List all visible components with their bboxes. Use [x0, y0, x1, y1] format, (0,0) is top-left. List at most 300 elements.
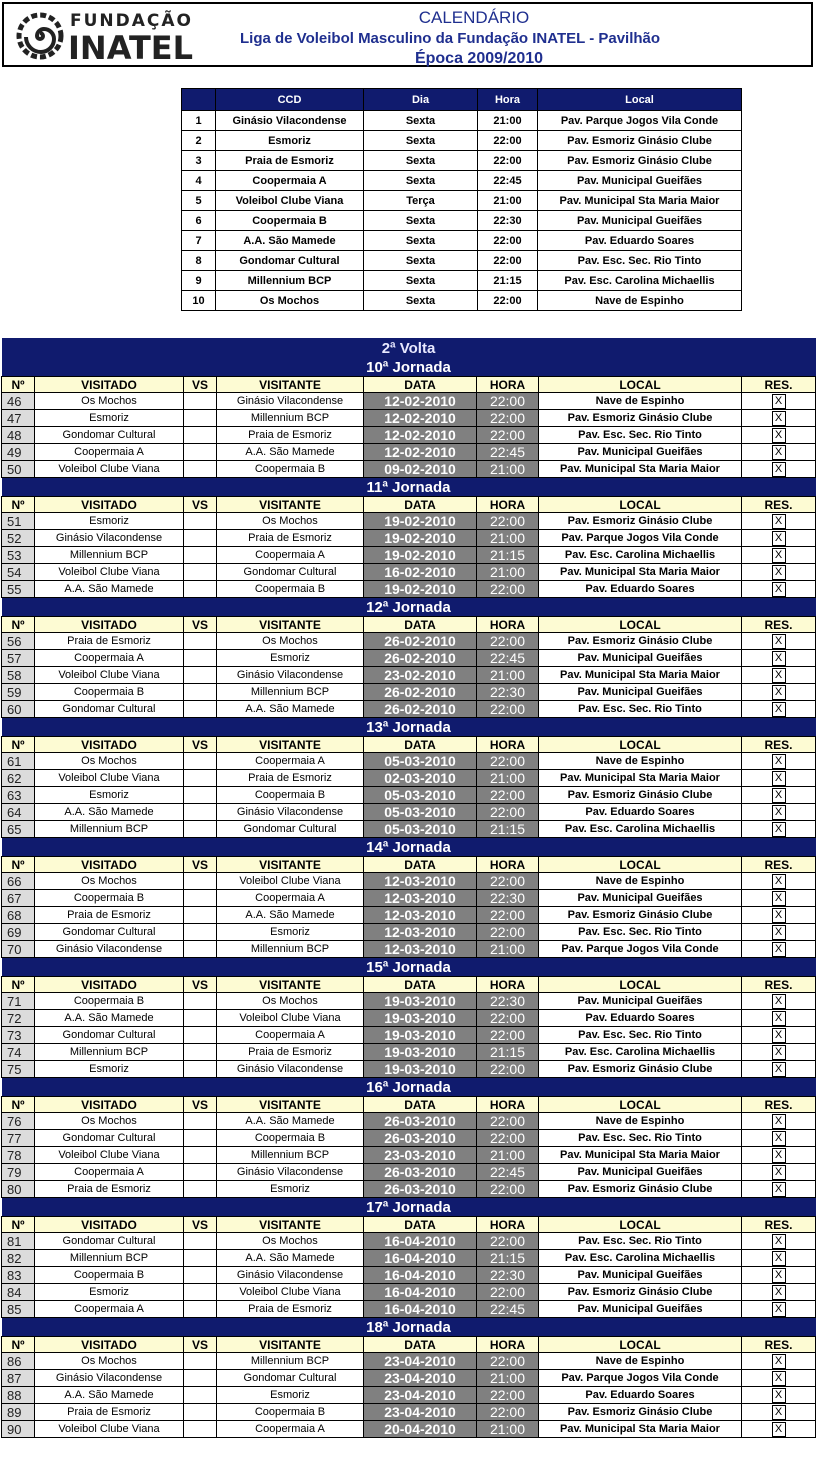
- home-team: Coopermaia B: [35, 890, 184, 907]
- inatel-logo: [12, 7, 202, 67]
- game-number: 79: [2, 1164, 35, 1181]
- away-team: Coopermaia A: [217, 890, 364, 907]
- ccd-header-row: [182, 89, 742, 111]
- home-team: Coopermaia B: [35, 1267, 184, 1284]
- game-time: 22:00: [477, 753, 539, 770]
- column-header: VISITADO: [35, 737, 184, 753]
- game-venue: Pav. Municipal Gueifães: [539, 1301, 742, 1318]
- ccd-cell: Pav. Municipal Gueifães: [538, 171, 742, 191]
- ccd-cell: 22:00: [478, 251, 538, 271]
- game-date: 19-02-2010: [364, 547, 477, 564]
- game-number: 84: [2, 1284, 35, 1301]
- game-number: 62: [2, 770, 35, 787]
- result-cell: [742, 547, 816, 564]
- game-row: [2, 907, 816, 924]
- game-date: 23-04-2010: [364, 1387, 477, 1404]
- away-team: Praia de Esmoriz: [217, 1044, 364, 1061]
- result-mark: X: [772, 1354, 786, 1369]
- vs-cell: [184, 924, 217, 941]
- game-row: [2, 1113, 816, 1130]
- result-mark: X: [772, 462, 786, 477]
- column-header-row: [2, 1337, 816, 1353]
- result-cell: [742, 1130, 816, 1147]
- game-date: 16-02-2010: [364, 564, 477, 581]
- game-time: 22:00: [477, 1233, 539, 1250]
- game-number: 54: [2, 564, 35, 581]
- game-venue: Pav. Municipal Gueifães: [539, 890, 742, 907]
- game-row: [2, 1027, 816, 1044]
- volta-row: [2, 338, 816, 358]
- vs-cell: [184, 804, 217, 821]
- game-time: 22:00: [477, 1387, 539, 1404]
- game-time: 22:00: [477, 1130, 539, 1147]
- game-row: [2, 667, 816, 684]
- away-team: Gondomar Cultural: [217, 564, 364, 581]
- game-venue: Nave de Espinho: [539, 873, 742, 890]
- ccd-cell: Pav. Municipal Sta Maria Maior: [538, 191, 742, 211]
- result-mark: X: [772, 514, 786, 529]
- vs-cell: [184, 1147, 217, 1164]
- game-time: 22:00: [477, 1027, 539, 1044]
- game-number: 56: [2, 633, 35, 650]
- game-time: 22:00: [477, 427, 539, 444]
- game-date: 12-03-2010: [364, 873, 477, 890]
- column-header: VISITANTE: [217, 1217, 364, 1233]
- home-team: Millennium BCP: [35, 821, 184, 838]
- home-team: Voleibol Clube Viana: [35, 770, 184, 787]
- column-header: HORA: [477, 977, 539, 993]
- result-cell: [742, 1387, 816, 1404]
- volta-title: 2ª Volta: [2, 338, 816, 358]
- away-team: Coopermaia A: [217, 1421, 364, 1438]
- result-mark: X: [772, 822, 786, 837]
- column-header: VS: [184, 1097, 217, 1113]
- vs-cell: [184, 787, 217, 804]
- column-header: VISITANTE: [217, 977, 364, 993]
- vs-cell: [184, 941, 217, 958]
- ccd-cell: Praia de Esmoriz: [216, 151, 364, 171]
- game-number: 76: [2, 1113, 35, 1130]
- result-cell: [742, 393, 816, 410]
- game-number: 74: [2, 1044, 35, 1061]
- game-number: 50: [2, 461, 35, 478]
- game-venue: Pav. Municipal Sta Maria Maior: [539, 1421, 742, 1438]
- game-date: 26-02-2010: [364, 633, 477, 650]
- away-team: Praia de Esmoriz: [217, 427, 364, 444]
- away-team: Millennium BCP: [217, 410, 364, 427]
- ccd-row: [182, 271, 742, 291]
- game-time: 22:00: [477, 1181, 539, 1198]
- game-row: [2, 1421, 816, 1438]
- game-time: 22:00: [477, 924, 539, 941]
- away-team: Millennium BCP: [217, 684, 364, 701]
- ccd-cell: Sexta: [364, 291, 478, 311]
- home-team: Millennium BCP: [35, 547, 184, 564]
- vs-cell: [184, 461, 217, 478]
- game-row: [2, 1404, 816, 1421]
- game-venue: Pav. Municipal Gueifães: [539, 650, 742, 667]
- game-row: [2, 993, 816, 1010]
- ccd-cell: 5: [182, 191, 216, 211]
- result-mark: X: [772, 1302, 786, 1317]
- game-venue: Pav. Esmoriz Ginásio Clube: [539, 633, 742, 650]
- column-header: Nº: [2, 737, 35, 753]
- column-header: HORA: [477, 857, 539, 873]
- game-row: [2, 821, 816, 838]
- result-mark: X: [772, 994, 786, 1009]
- game-row: [2, 1284, 816, 1301]
- game-row: [2, 1301, 816, 1318]
- away-team: Coopermaia A: [217, 753, 364, 770]
- away-team: Coopermaia A: [217, 1027, 364, 1044]
- home-team: Millennium BCP: [35, 1044, 184, 1061]
- game-row: [2, 770, 816, 787]
- result-mark: X: [772, 1062, 786, 1077]
- away-team: Coopermaia B: [217, 461, 364, 478]
- game-venue: Pav. Esc. Sec. Rio Tinto: [539, 1233, 742, 1250]
- game-venue: Pav. Esmoriz Ginásio Clube: [539, 1284, 742, 1301]
- game-date: 20-04-2010: [364, 1421, 477, 1438]
- game-time: 21:00: [477, 530, 539, 547]
- column-header: Nº: [2, 617, 35, 633]
- game-number: 63: [2, 787, 35, 804]
- column-header: VISITANTE: [217, 617, 364, 633]
- vs-cell: [184, 633, 217, 650]
- column-header: LOCAL: [539, 377, 742, 393]
- ccd-cell: Sexta: [364, 211, 478, 231]
- vs-cell: [184, 1010, 217, 1027]
- game-row: [2, 1267, 816, 1284]
- game-row: [2, 1044, 816, 1061]
- game-number: 78: [2, 1147, 35, 1164]
- vs-cell: [184, 1061, 217, 1078]
- home-team: Voleibol Clube Viana: [35, 667, 184, 684]
- game-row: [2, 1353, 816, 1370]
- vs-cell: [184, 650, 217, 667]
- ccd-cell: Os Mochos: [216, 291, 364, 311]
- vs-cell: [184, 1181, 217, 1198]
- result-mark: X: [772, 891, 786, 906]
- game-venue: Pav. Esmoriz Ginásio Clube: [539, 1404, 742, 1421]
- result-cell: [742, 1147, 816, 1164]
- column-header: LOCAL: [539, 497, 742, 513]
- column-header: HORA: [477, 497, 539, 513]
- column-header: DATA: [364, 1217, 477, 1233]
- result-cell: [742, 633, 816, 650]
- game-time: 21:15: [477, 1250, 539, 1267]
- game-date: 16-04-2010: [364, 1284, 477, 1301]
- spiral-logo-icon: [14, 10, 66, 62]
- game-venue: Pav. Esmoriz Ginásio Clube: [539, 1061, 742, 1078]
- away-team: Esmoriz: [217, 1387, 364, 1404]
- game-time: 21:00: [477, 461, 539, 478]
- result-mark: X: [772, 1148, 786, 1163]
- game-number: 49: [2, 444, 35, 461]
- game-number: 58: [2, 667, 35, 684]
- away-team: Gondomar Cultural: [217, 1370, 364, 1387]
- vs-cell: [184, 1421, 217, 1438]
- home-team: Coopermaia B: [35, 993, 184, 1010]
- game-row: [2, 701, 816, 718]
- home-team: Praia de Esmoriz: [35, 633, 184, 650]
- jornada-title: 10ª Jornada: [2, 358, 816, 377]
- ccd-cell: Terça: [364, 191, 478, 211]
- game-time: 22:00: [477, 513, 539, 530]
- ccd-cell: Pav. Municipal Gueifães: [538, 211, 742, 231]
- home-team: Gondomar Cultural: [35, 427, 184, 444]
- home-team: Esmoriz: [35, 1284, 184, 1301]
- game-venue: Pav. Esc. Carolina Michaellis: [539, 821, 742, 838]
- game-date: 16-04-2010: [364, 1301, 477, 1318]
- away-team: Voleibol Clube Viana: [217, 873, 364, 890]
- result-mark: X: [772, 428, 786, 443]
- game-number: 51: [2, 513, 35, 530]
- ccd-table: [181, 88, 742, 311]
- game-row: [2, 410, 816, 427]
- game-time: 22:00: [477, 1113, 539, 1130]
- home-team: Voleibol Clube Viana: [35, 1421, 184, 1438]
- result-mark: X: [772, 1234, 786, 1249]
- column-header: VISITADO: [35, 857, 184, 873]
- game-venue: Pav. Municipal Gueifães: [539, 993, 742, 1010]
- result-cell: [742, 1421, 816, 1438]
- game-venue: Pav. Esc. Carolina Michaellis: [539, 1044, 742, 1061]
- away-team: Esmoriz: [217, 924, 364, 941]
- column-header: VISITADO: [35, 1337, 184, 1353]
- game-date: 12-03-2010: [364, 924, 477, 941]
- result-mark: X: [772, 565, 786, 580]
- game-date: 19-03-2010: [364, 1061, 477, 1078]
- game-venue: Pav. Esc. Carolina Michaellis: [539, 1250, 742, 1267]
- game-time: 21:15: [477, 547, 539, 564]
- column-header: VISITADO: [35, 1097, 184, 1113]
- away-team: Coopermaia B: [217, 1404, 364, 1421]
- game-row: [2, 1233, 816, 1250]
- home-team: Coopermaia A: [35, 650, 184, 667]
- game-date: 02-03-2010: [364, 770, 477, 787]
- game-date: 05-03-2010: [364, 804, 477, 821]
- game-venue: Pav. Parque Jogos Vila Conde: [539, 530, 742, 547]
- game-number: 87: [2, 1370, 35, 1387]
- result-cell: [742, 804, 816, 821]
- game-venue: Pav. Esmoriz Ginásio Clube: [539, 907, 742, 924]
- column-header: VISITADO: [35, 1217, 184, 1233]
- ccd-cell: 10: [182, 291, 216, 311]
- game-date: 16-04-2010: [364, 1267, 477, 1284]
- home-team: Gondomar Cultural: [35, 924, 184, 941]
- game-row: [2, 1010, 816, 1027]
- column-header-row: [2, 1217, 816, 1233]
- game-date: 05-03-2010: [364, 821, 477, 838]
- home-team: A.A. São Mamede: [35, 1010, 184, 1027]
- game-row: [2, 924, 816, 941]
- vs-cell: [184, 821, 217, 838]
- ccd-cell: 21:00: [478, 191, 538, 211]
- game-number: 86: [2, 1353, 35, 1370]
- game-date: 12-02-2010: [364, 444, 477, 461]
- result-mark: X: [772, 942, 786, 957]
- game-date: 26-03-2010: [364, 1181, 477, 1198]
- ccd-row: [182, 231, 742, 251]
- result-mark: X: [772, 805, 786, 820]
- game-time: 22:30: [477, 993, 539, 1010]
- result-cell: [742, 581, 816, 598]
- game-row: [2, 427, 816, 444]
- column-header: DATA: [364, 737, 477, 753]
- game-number: 55: [2, 581, 35, 598]
- column-header-row: [2, 977, 816, 993]
- page-title: CALENDÁRIO: [418, 8, 530, 27]
- result-mark: X: [772, 771, 786, 786]
- ccd-cell: Pav. Esmoriz Ginásio Clube: [538, 151, 742, 171]
- game-row: [2, 753, 816, 770]
- home-team: Coopermaia A: [35, 1164, 184, 1181]
- game-number: 61: [2, 753, 35, 770]
- ccd-cell: Coopermaia A: [216, 171, 364, 191]
- ccd-cell: 22:00: [478, 291, 538, 311]
- result-cell: [742, 667, 816, 684]
- game-date: 26-03-2010: [364, 1113, 477, 1130]
- column-header: LOCAL: [539, 1097, 742, 1113]
- away-team: Voleibol Clube Viana: [217, 1010, 364, 1027]
- column-header: VISITADO: [35, 617, 184, 633]
- ccd-row: [182, 251, 742, 271]
- column-header: VISITANTE: [217, 377, 364, 393]
- ccd-cell: 2: [182, 131, 216, 151]
- game-number: 73: [2, 1027, 35, 1044]
- column-header: HORA: [477, 1337, 539, 1353]
- home-team: Os Mochos: [35, 873, 184, 890]
- game-date: 26-02-2010: [364, 684, 477, 701]
- ccd-cell: Nave de Espinho: [538, 291, 742, 311]
- vs-cell: [184, 873, 217, 890]
- vs-cell: [184, 1267, 217, 1284]
- home-team: Os Mochos: [35, 1353, 184, 1370]
- game-venue: Nave de Espinho: [539, 753, 742, 770]
- game-time: 22:45: [477, 650, 539, 667]
- away-team: Coopermaia A: [217, 547, 364, 564]
- result-cell: [742, 427, 816, 444]
- game-number: 68: [2, 907, 35, 924]
- game-row: [2, 1181, 816, 1198]
- away-team: Coopermaia B: [217, 581, 364, 598]
- result-mark: X: [772, 1285, 786, 1300]
- game-time: 22:00: [477, 873, 539, 890]
- ccd-row: [182, 211, 742, 231]
- game-venue: Pav. Esc. Sec. Rio Tinto: [539, 701, 742, 718]
- game-date: 05-03-2010: [364, 787, 477, 804]
- game-venue: Pav. Eduardo Soares: [539, 581, 742, 598]
- vs-cell: [184, 701, 217, 718]
- away-team: Ginásio Vilacondense: [217, 1164, 364, 1181]
- ccd-cell: Pav. Parque Jogos Vila Conde: [538, 111, 742, 131]
- game-time: 22:00: [477, 1404, 539, 1421]
- result-mark: X: [772, 925, 786, 940]
- ccd-cell: Coopermaia B: [216, 211, 364, 231]
- away-team: Os Mochos: [217, 633, 364, 650]
- home-team: Praia de Esmoriz: [35, 1181, 184, 1198]
- home-team: Praia de Esmoriz: [35, 907, 184, 924]
- column-header: VS: [184, 377, 217, 393]
- game-venue: Pav. Municipal Gueifães: [539, 684, 742, 701]
- away-team: Esmoriz: [217, 1181, 364, 1198]
- away-team: Millennium BCP: [217, 941, 364, 958]
- result-mark: X: [772, 1371, 786, 1386]
- game-venue: Pav. Municipal Sta Maria Maior: [539, 1147, 742, 1164]
- result-cell: [742, 890, 816, 907]
- game-row: [2, 941, 816, 958]
- game-row: [2, 1147, 816, 1164]
- game-date: 12-03-2010: [364, 941, 477, 958]
- game-date: 19-03-2010: [364, 993, 477, 1010]
- away-team: Ginásio Vilacondense: [217, 1061, 364, 1078]
- game-number: 69: [2, 924, 35, 941]
- game-date: 26-03-2010: [364, 1130, 477, 1147]
- vs-cell: [184, 547, 217, 564]
- column-header: VS: [184, 737, 217, 753]
- column-header: DATA: [364, 1097, 477, 1113]
- result-mark: X: [772, 908, 786, 923]
- away-team: Ginásio Vilacondense: [217, 804, 364, 821]
- column-header: HORA: [477, 737, 539, 753]
- column-header: LOCAL: [539, 617, 742, 633]
- game-venue: Pav. Esmoriz Ginásio Clube: [539, 787, 742, 804]
- game-venue: Pav. Municipal Sta Maria Maior: [539, 667, 742, 684]
- game-row: [2, 581, 816, 598]
- jornada-title-row: [2, 1318, 816, 1337]
- ccd-cell: Sexta: [364, 131, 478, 151]
- vs-cell: [184, 1164, 217, 1181]
- home-team: Voleibol Clube Viana: [35, 461, 184, 478]
- result-cell: [742, 787, 816, 804]
- result-cell: [742, 1164, 816, 1181]
- result-mark: X: [772, 702, 786, 717]
- page-subtitle: Liga de Voleibol Masculino da Fundação INATEL - Pavilhão: [240, 30, 661, 47]
- ccd-row: [182, 131, 742, 151]
- home-team: Coopermaia A: [35, 1301, 184, 1318]
- ccd-header-cell: Dia: [364, 89, 478, 111]
- result-mark: X: [772, 668, 786, 683]
- game-time: 22:00: [477, 410, 539, 427]
- schedule-table: [1, 338, 816, 1438]
- home-team: Ginásio Vilacondense: [35, 1370, 184, 1387]
- result-cell: [742, 907, 816, 924]
- ccd-cell: Pav. Esc. Carolina Michaellis: [538, 271, 742, 291]
- game-time: 21:00: [477, 564, 539, 581]
- game-date: 12-03-2010: [364, 907, 477, 924]
- game-time: 21:15: [477, 821, 539, 838]
- vs-cell: [184, 770, 217, 787]
- jornada-title: 14ª Jornada: [2, 838, 816, 857]
- column-header-row: [2, 377, 816, 393]
- ccd-cell: Pav. Eduardo Soares: [538, 231, 742, 251]
- away-team: Millennium BCP: [217, 1353, 364, 1370]
- result-mark: X: [772, 1114, 786, 1129]
- game-row: [2, 564, 816, 581]
- game-date: 16-04-2010: [364, 1233, 477, 1250]
- game-date: 09-02-2010: [364, 461, 477, 478]
- game-date: 23-03-2010: [364, 1147, 477, 1164]
- result-mark: X: [772, 634, 786, 649]
- jornada-title-row: [2, 838, 816, 857]
- column-header: VS: [184, 857, 217, 873]
- game-venue: Pav. Esc. Carolina Michaellis: [539, 547, 742, 564]
- ccd-cell: Sexta: [364, 111, 478, 131]
- column-header: Nº: [2, 377, 35, 393]
- column-header: HORA: [477, 377, 539, 393]
- away-team: Ginásio Vilacondense: [217, 667, 364, 684]
- column-header: DATA: [364, 497, 477, 513]
